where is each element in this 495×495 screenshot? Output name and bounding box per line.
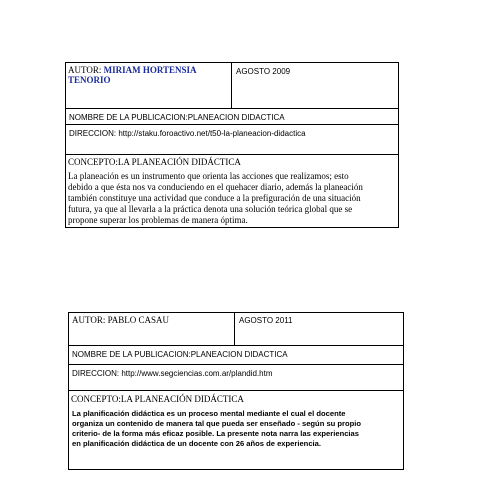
body-line: futura, ya que al llevarla a la práctica denota una solución teórica global que se bbox=[68, 204, 353, 214]
author-label: AUTOR: bbox=[72, 315, 106, 325]
body-line: La planeación es un instrumento que orienta las acciones que realizamos; esto bbox=[68, 171, 349, 181]
body-line: debido a que ésta nos va conduciendo en el quehacer diario, además la planeación bbox=[68, 182, 363, 192]
publication-cell bbox=[69, 346, 404, 365]
body-line: propone superar los problemas de manera óptima. bbox=[68, 215, 248, 225]
author-name: PABLO CASAU bbox=[107, 315, 170, 325]
body-line: La planificación didáctica es un proceso mental mediante el cual el docente bbox=[72, 409, 346, 418]
author-cell bbox=[66, 63, 232, 109]
body-line: organiza un contenido de manera tal que pueda ser enseñado - según su propio bbox=[72, 419, 362, 428]
author-cell bbox=[69, 313, 235, 346]
record-card-1 bbox=[65, 62, 399, 228]
direction-cell bbox=[66, 125, 399, 155]
publication-name: NOMBRE DE LA PUBLICACION:PLANEACION DIDACTICA bbox=[69, 113, 285, 122]
concept-title: CONCEPTO:LA PLANEACIÓN DIDÁCTICA bbox=[68, 157, 241, 167]
body-line: criterio- de la forma más eficaz posible. La presente nota narra las experiencias bbox=[72, 429, 359, 438]
publication-name: NOMBRE DE LA PUBLICACION:PLANEACION DIDACTICA bbox=[72, 350, 288, 359]
author-label: AUTOR: bbox=[68, 65, 102, 75]
concept-body bbox=[69, 405, 403, 449]
body-line: también constituye una actividad que conduce a la prefiguración de una situación bbox=[68, 193, 361, 203]
date-cell bbox=[235, 313, 404, 346]
date-cell bbox=[232, 63, 399, 109]
publication-cell bbox=[66, 109, 399, 125]
concept-title: CONCEPTO:LA PLANEACIÓN DIDÁCTICA bbox=[71, 394, 244, 404]
concept-cell bbox=[66, 155, 399, 228]
direction-url: DIRECCION: http://www.segciencias.com.ar/plandid.htm bbox=[72, 369, 273, 378]
body-line: en planificación didáctica de un docente con 26 años de experiencia. bbox=[72, 439, 321, 448]
direction-cell bbox=[69, 365, 404, 391]
publication-date: AGOSTO 2011 bbox=[239, 316, 293, 325]
direction-url: DIRECCION: http://staku.foroactivo.net/t50-la-planeacion-didactica bbox=[69, 129, 306, 138]
concept-cell bbox=[69, 391, 404, 470]
concept-body bbox=[66, 168, 398, 226]
record-card-2 bbox=[68, 312, 404, 470]
publication-date: AGOSTO 2009 bbox=[236, 67, 291, 76]
author-name: MIRIAM HORTENSIA TENORIO bbox=[68, 65, 197, 85]
